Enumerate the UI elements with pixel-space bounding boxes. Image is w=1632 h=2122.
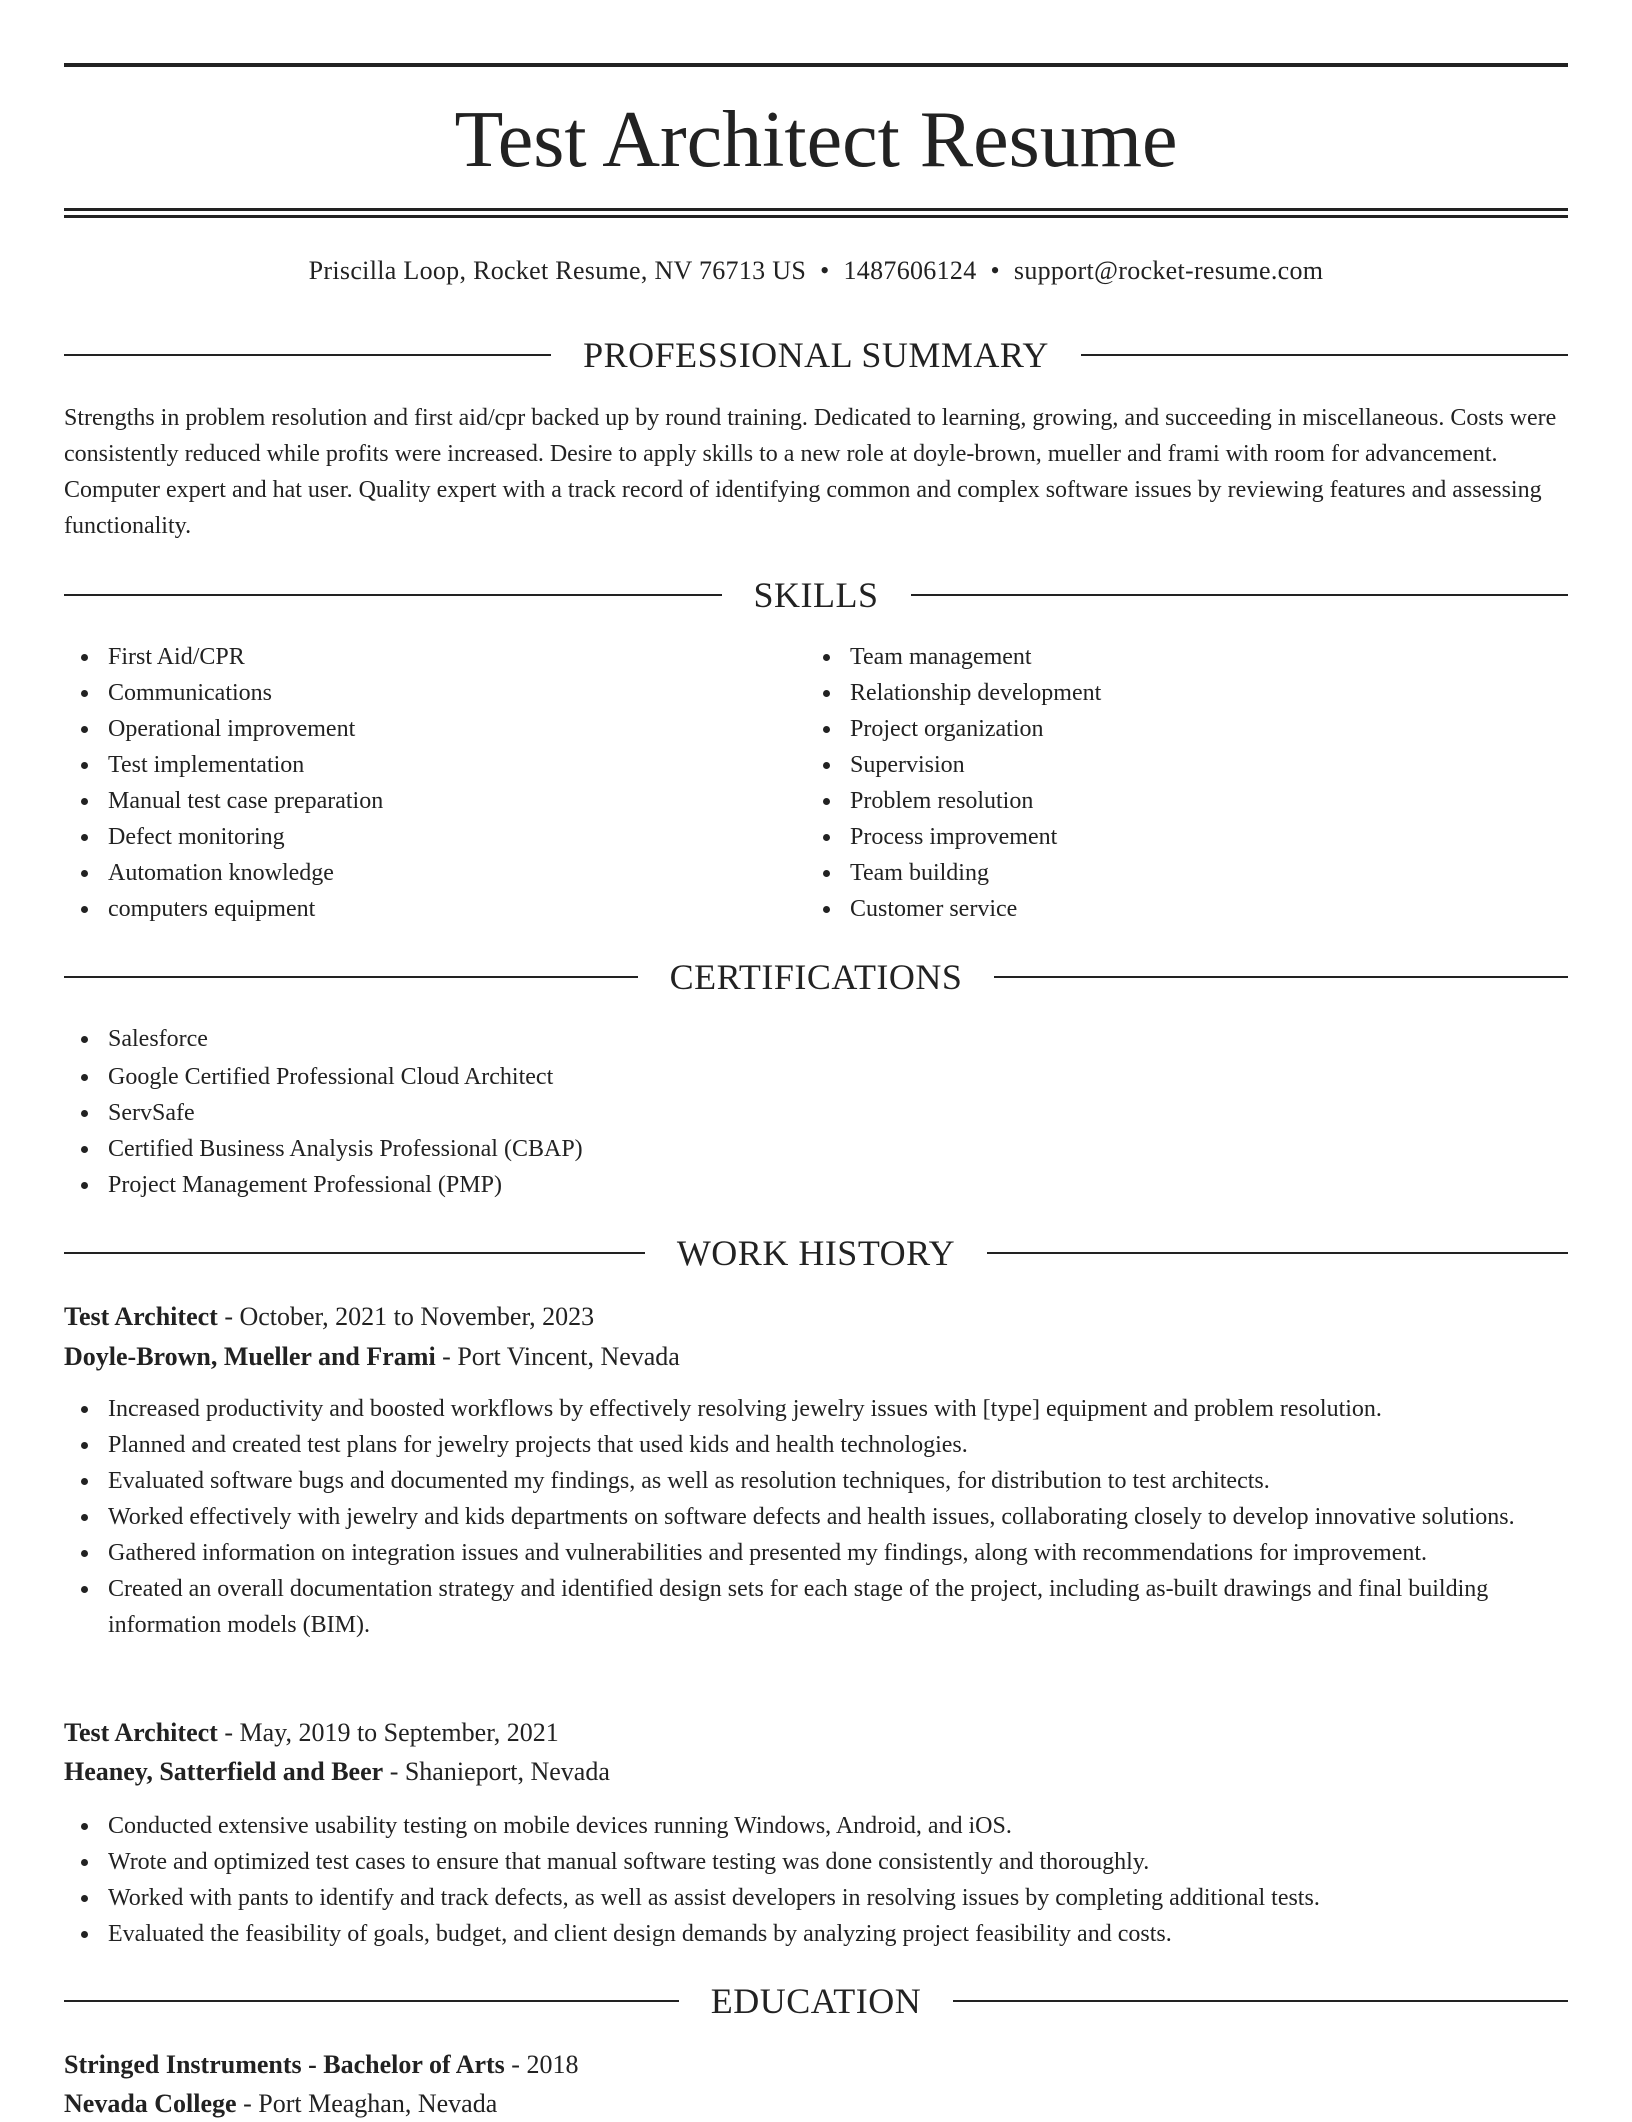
section-heading-education (64, 1979, 1568, 2023)
skill-item: Process improvement (806, 819, 1546, 855)
skill-item: Project organization (806, 711, 1546, 747)
skill-item: Test implementation (64, 747, 804, 783)
job-title: Test Architect (64, 1718, 218, 1747)
job-bullet: Planned and created test plans for jewelry projects that used kids and health technologies. (64, 1427, 1568, 1463)
education-location: - Port Meaghan, Nevada (236, 2089, 498, 2118)
job-title: Test Architect (64, 1302, 218, 1331)
certification-item: Salesforce (64, 1021, 1568, 1057)
job-bullet: Worked effectively with jewelry and kids departments on software defects and health issues, collaborating closely to develop innovative solutions. (64, 1499, 1568, 1535)
job-company-line (64, 1339, 1568, 1375)
skill-item: computers equipment (64, 891, 804, 927)
job-bullet: Wrote and optimized test cases to ensure that manual software testing was done consistently and thoroughly. (64, 1844, 1568, 1880)
job-bullet: Evaluated the feasibility of goals, budget, and client design demands by analyzing project feasibility and costs. (64, 1916, 1568, 1952)
section-heading-work-history (64, 1231, 1568, 1275)
skill-item: Team management (806, 639, 1546, 675)
skill-item: Automation knowledge (64, 855, 804, 891)
section-heading-skills (64, 573, 1568, 617)
section-title: CERTIFICATIONS (669, 957, 963, 997)
job-bullet: Gathered information on integration issues and vulnerabilities and presented my findings, along with recommendations for improvement. (64, 1535, 1568, 1571)
job-bullet: Created an overall documentation strategy and identified design sets for each stage of the project, including as-built drawings and final building information models (BIM). (64, 1571, 1568, 1643)
contact-line (0, 254, 1632, 288)
certification-item: Google Certified Professional Cloud Architect (64, 1059, 1568, 1095)
title-rule-upper (64, 208, 1568, 211)
job-company: Doyle-Brown, Mueller and Frami (64, 1342, 436, 1371)
summary-text: Strengths in problem resolution and first aid/cpr backed up by round training. Dedicated to learning, growing, and succeeding in miscellaneous. Costs were consistently reduced while profits were increased. Desire to apply skills to a new role at doyle-brown, mueller and frami with room for advancement. Computer expert and hat user. Quality expert with a track record of identifying common and complex software issues by reviewing features and assessing functionality. (64, 405, 1557, 539)
heading-rule (911, 594, 1569, 596)
section-heading-summary (64, 333, 1568, 377)
job-company-line (64, 1754, 1568, 1790)
skill-item: Relationship development (806, 675, 1546, 711)
job-bullet: Worked with pants to identify and track defects, as well as assist developers in resolving issues by completing additional tests. (64, 1880, 1568, 1916)
skill-item: Problem resolution (806, 783, 1546, 819)
heading-rule (953, 2000, 1568, 2002)
job-company: Heaney, Satterfield and Beer (64, 1757, 384, 1786)
top-rule (64, 63, 1568, 67)
job-title-line (64, 1715, 1568, 1751)
skill-item: Manual test case preparation (64, 783, 804, 819)
skill-item: Defect monitoring (64, 819, 804, 855)
education-school: Nevada College (64, 2089, 237, 2118)
title-rule-lower (64, 215, 1568, 218)
job-location: - Shanieport, Nevada (383, 1757, 610, 1786)
job-bullet: Increased productivity and boosted workflows by effectively resolving jewelry issues with [type] equipment and problem resolution. (64, 1391, 1568, 1427)
skills-list-left (64, 639, 804, 927)
skill-item: Communications (64, 675, 804, 711)
section-title: WORK HISTORY (676, 1233, 956, 1273)
job-bullets (64, 1391, 1568, 1643)
section-title: PROFESSIONAL SUMMARY (583, 335, 1049, 375)
heading-rule (64, 1252, 645, 1254)
heading-rule (994, 976, 1568, 978)
job-bullet: Evaluated software bugs and documented my findings, as well as resolution techniques, for distribution to test architects. (64, 1463, 1568, 1499)
skill-item: First Aid/CPR (64, 639, 804, 675)
job-dates: - May, 2019 to September, 2021 (217, 1718, 559, 1747)
heading-rule (64, 2000, 679, 2002)
skills-list-right (806, 639, 1546, 927)
section-title: EDUCATION (710, 1981, 922, 2021)
education-degree-line (64, 2047, 1568, 2083)
job-dates: - October, 2021 to November, 2023 (217, 1302, 595, 1331)
skill-item: Supervision (806, 747, 1546, 783)
education-school-line (64, 2086, 1568, 2122)
section-title: SKILLS (753, 575, 879, 615)
skill-item: Operational improvement (64, 711, 804, 747)
certifications-list (64, 1021, 1568, 1203)
section-heading-certifications (64, 955, 1568, 999)
heading-rule (64, 976, 638, 978)
education-year: - 2018 (504, 2050, 579, 2079)
certification-item: Project Management Professional (PMP) (64, 1167, 1568, 1203)
job-bullet: Conducted extensive usability testing on mobile devices running Windows, Android, and iOS. (64, 1808, 1568, 1844)
skill-item: Team building (806, 855, 1546, 891)
job-bullets (64, 1808, 1568, 1952)
heading-rule (64, 354, 551, 356)
heading-rule (1081, 354, 1568, 356)
contact-address: Priscilla Loop, Rocket Resume, NV 76713 US (308, 256, 807, 285)
heading-rule (64, 594, 722, 596)
resume-title: Test Architect Resume (454, 96, 1178, 184)
education-degree: Stringed Instruments - Bachelor of Arts (64, 2050, 505, 2079)
certification-item: Certified Business Analysis Professional (CBAP) (64, 1131, 1568, 1167)
contact-phone: 1487606124 (843, 256, 977, 285)
heading-rule (987, 1252, 1568, 1254)
job-location: - Port Vincent, Nevada (435, 1342, 680, 1371)
contact-email: support@rocket-resume.com (1013, 256, 1324, 285)
skill-item: Customer service (806, 891, 1546, 927)
certification-item: ServSafe (64, 1095, 1568, 1131)
job-title-line (64, 1299, 1568, 1335)
contact-separator: • (820, 256, 830, 285)
contact-separator: • (990, 256, 1000, 285)
